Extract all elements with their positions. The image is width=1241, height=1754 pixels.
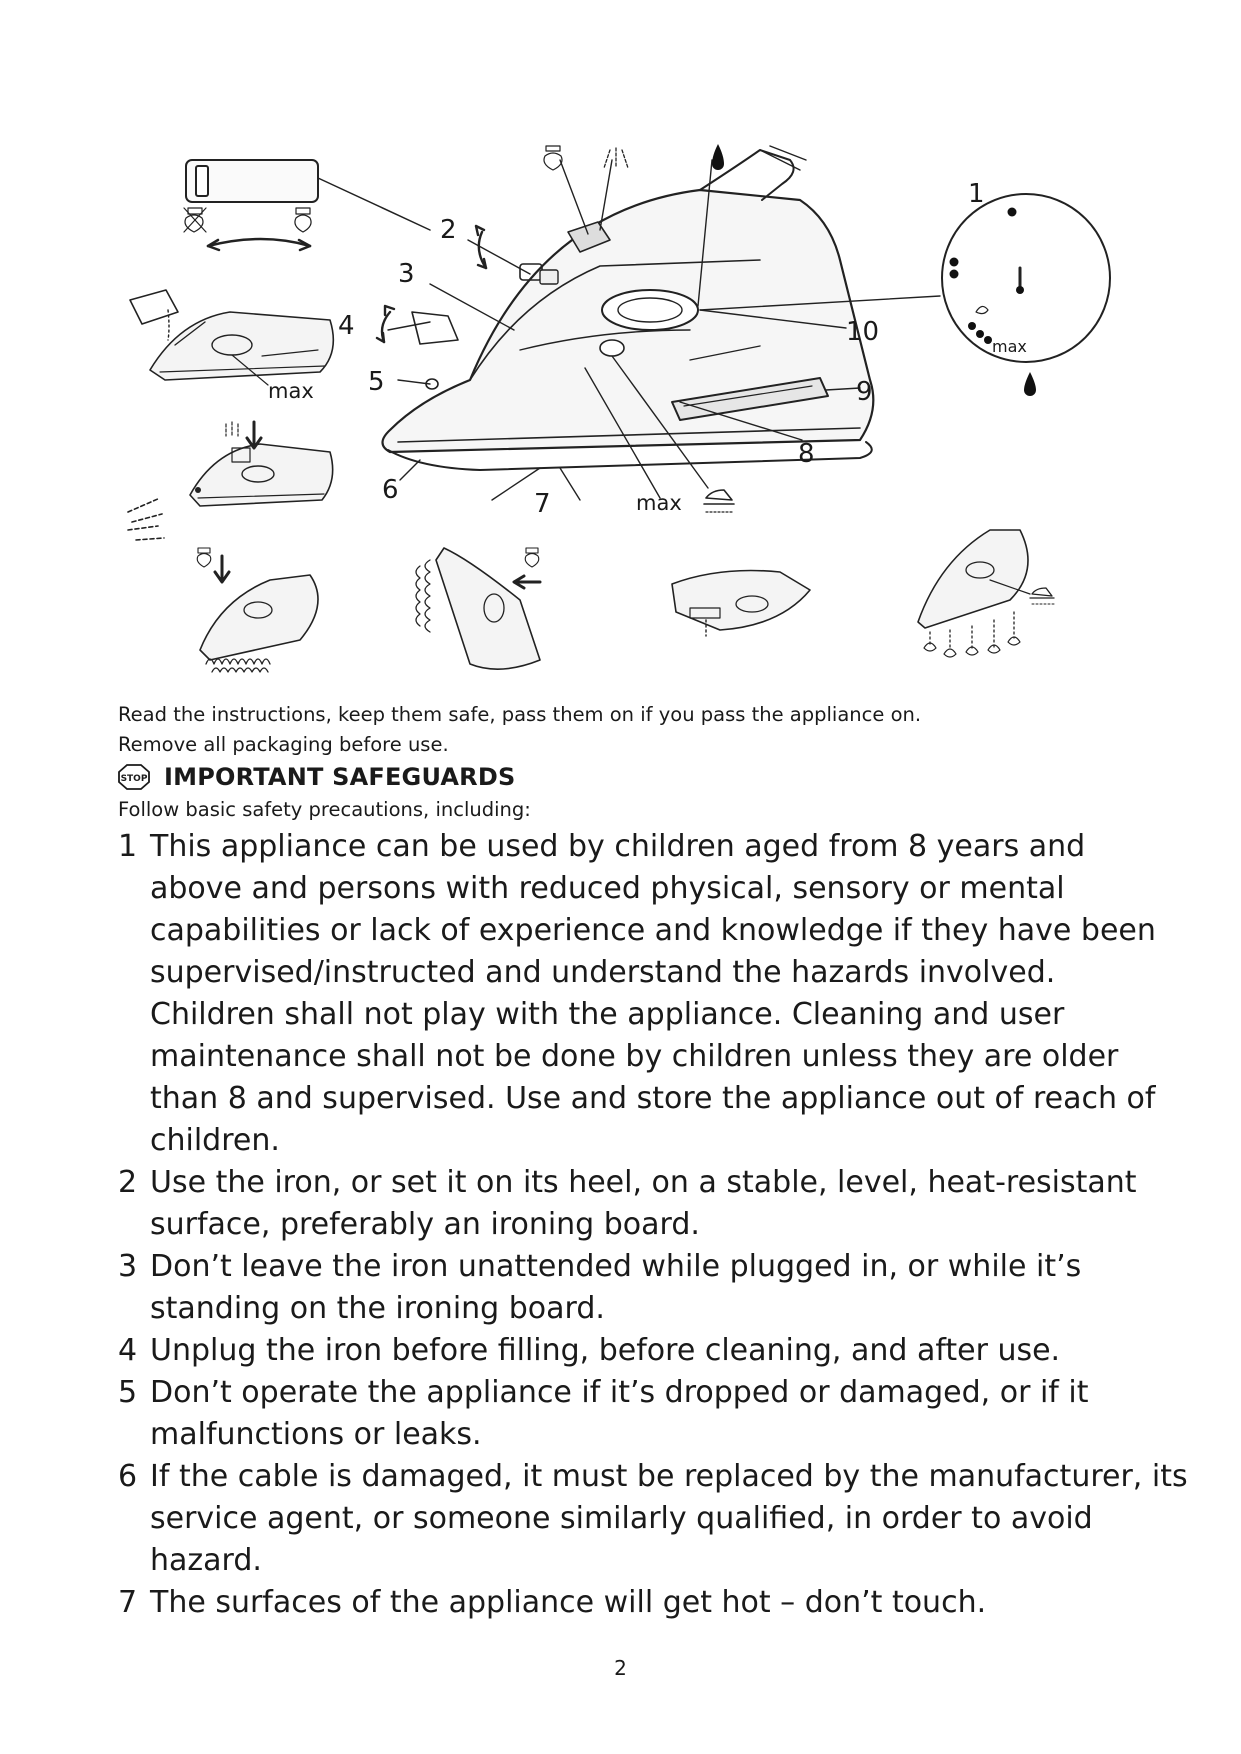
list-item-number: 2 xyxy=(118,1165,138,1200)
spray-icon xyxy=(604,148,628,168)
max-fill-label: max xyxy=(268,379,314,403)
list-item-line: malfunctions or leaks. xyxy=(150,1417,482,1452)
stop-icon xyxy=(118,764,150,790)
max-dial-label: max xyxy=(992,337,1027,356)
list-item-line: maintenance shall not be done by children unless they are older xyxy=(150,1039,1119,1074)
list-item xyxy=(118,1330,1138,1372)
heading-text: IMPORTANT SAFEGUARDS xyxy=(164,763,516,791)
list-item-line: If the cable is damaged, it must be replaced by the manufacturer, its xyxy=(150,1459,1188,1494)
list-item xyxy=(118,1372,1138,1456)
list-item-line: This appliance can be used by children aged from 8 years and xyxy=(150,829,1086,864)
list-item xyxy=(118,1246,1138,1330)
callout-3: 3 xyxy=(398,259,415,289)
callout-7: 7 xyxy=(534,489,551,519)
safeguards-heading xyxy=(118,760,515,794)
list-item-number: 7 xyxy=(118,1585,138,1620)
callout-6: 6 xyxy=(382,475,399,505)
list-item-line: Use the iron, or set it on its heel, on a stable, level, heat-resistant xyxy=(150,1165,1137,1200)
callout-5: 5 xyxy=(368,367,385,397)
callout-1: 1 xyxy=(968,179,985,209)
list-item-number: 5 xyxy=(118,1375,138,1410)
intro-line-1: Read the instructions, keep them safe, pass them on if you pass the appliance on. xyxy=(118,703,922,726)
page-number: 2 xyxy=(614,1656,627,1680)
steam-slider-detail xyxy=(184,160,430,250)
water-drop-icon xyxy=(712,144,724,170)
list-item-number: 6 xyxy=(118,1459,138,1494)
intro-line-2: Remove all packaging before use. xyxy=(118,733,449,756)
list-item-line: service agent, or someone similarly qualified, in order to avoid xyxy=(150,1501,1093,1536)
list-item-number: 4 xyxy=(118,1333,138,1368)
list-item-line: Unplug the iron before filling, before cleaning, and after use. xyxy=(150,1333,1061,1368)
self-clean-icon xyxy=(704,490,734,512)
subtitle: Follow basic safety precautions, including: xyxy=(118,798,531,821)
iron-diagram xyxy=(0,0,1241,690)
draining-illustration xyxy=(672,571,810,637)
list-item-line: standing on the ironing board. xyxy=(150,1291,605,1326)
list-item-line: capabilities or lack of experience and knowledge if they have been xyxy=(150,913,1156,948)
callout-2: 2 xyxy=(440,215,457,245)
steam-shot-icon xyxy=(544,146,562,170)
self-clean-illustration xyxy=(918,530,1054,657)
callout-4: 4 xyxy=(338,311,355,341)
list-item-line: supervised/instructed and understand the hazards involved. xyxy=(150,955,1056,990)
steam-shot-illustration xyxy=(197,548,318,672)
list-item-line: The surfaces of the appliance will get hot – don’t touch. xyxy=(150,1585,987,1620)
main-iron xyxy=(383,146,874,470)
list-item-line: Don’t operate the appliance if it’s dropped or damaged, or if it xyxy=(150,1375,1089,1410)
callout-10: 10 xyxy=(846,317,880,347)
safeguards-list xyxy=(118,826,1188,1624)
list-item-line: Don’t leave the iron unattended while plugged in, or while it’s xyxy=(150,1249,1082,1284)
list-item-line: hazard. xyxy=(150,1543,262,1578)
list-item xyxy=(118,1456,1188,1582)
list-item xyxy=(118,1582,1138,1624)
drop-icon-dial xyxy=(1024,372,1036,396)
callout-9: 9 xyxy=(856,377,873,407)
callout-8: 8 xyxy=(798,439,815,469)
list-item-line: above and persons with reduced physical, sensory or mental xyxy=(150,871,1065,906)
list-item-number: 1 xyxy=(118,829,138,864)
list-item-line: surface, preferably an ironing board. xyxy=(150,1207,700,1242)
max-bottom-label: max xyxy=(636,491,682,515)
list-item xyxy=(118,826,1156,1162)
list-item-line: than 8 and supervised. Use and store the appliance out of reach of xyxy=(150,1081,1156,1116)
temperature-dial xyxy=(942,194,1110,396)
list-item xyxy=(118,1162,1138,1246)
no-steam-icon xyxy=(184,208,206,232)
filling-water-illustration xyxy=(130,290,333,385)
steam-icon xyxy=(295,208,311,232)
vertical-steam-illustration xyxy=(416,548,540,669)
list-item-line: children. xyxy=(150,1123,280,1158)
svg-text:STOP: STOP xyxy=(120,774,148,784)
list-item-number: 3 xyxy=(118,1249,138,1284)
spray-illustration xyxy=(128,422,333,540)
list-item-line: Children shall not play with the appliance. Cleaning and user xyxy=(150,997,1065,1032)
